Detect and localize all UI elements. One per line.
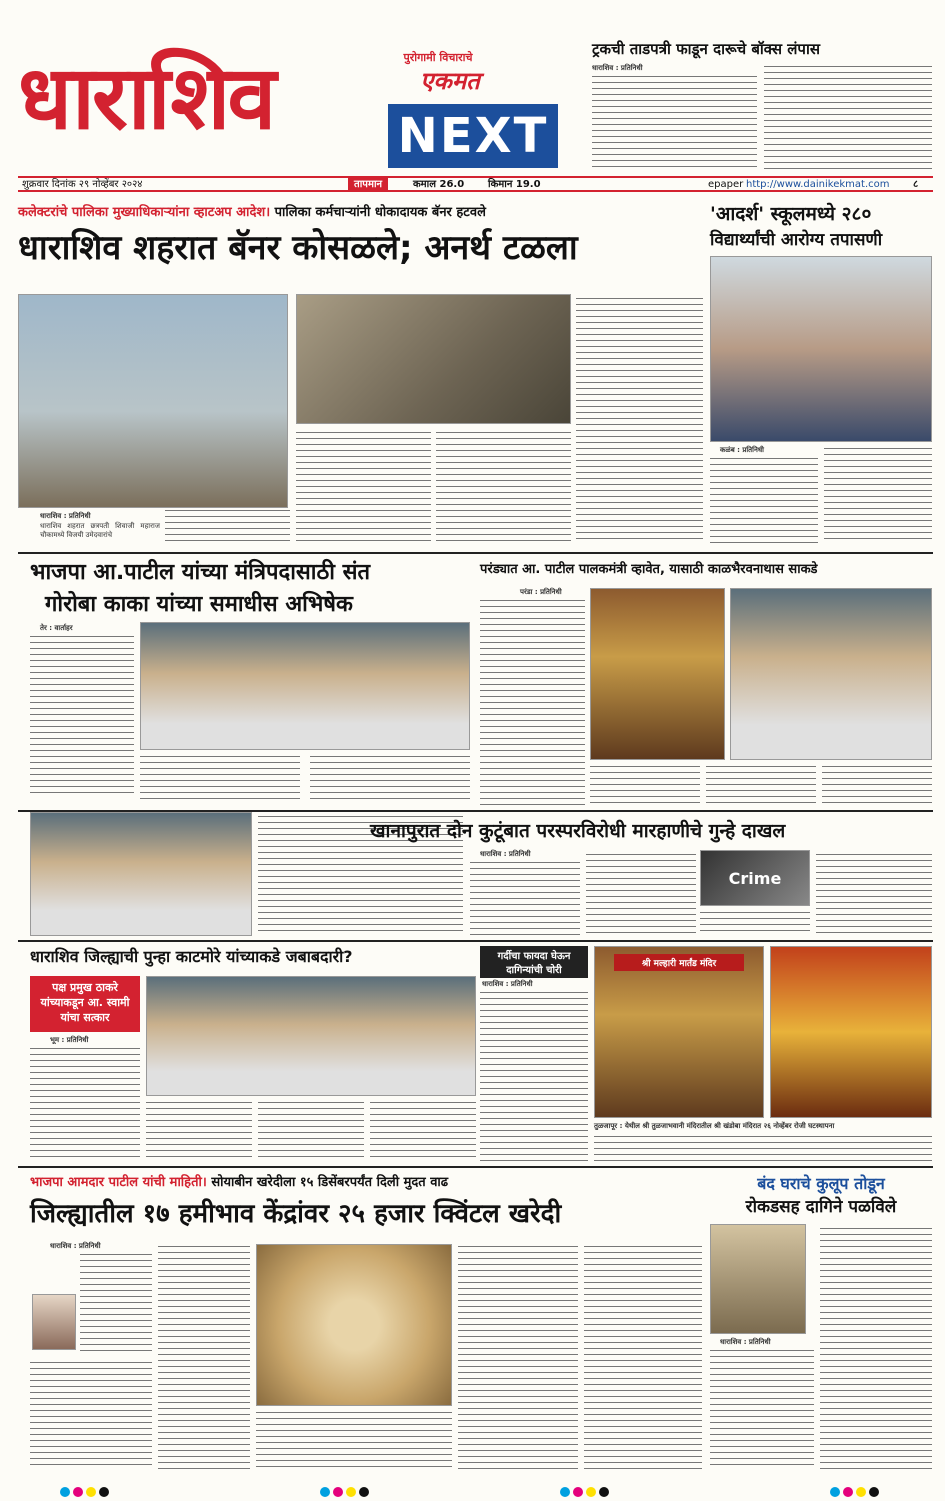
- bjp-abhishek-photo: [140, 622, 470, 750]
- soybean-column-1b: [30, 1360, 152, 1470]
- deity-decoration-photo: [770, 946, 932, 1118]
- bjp-byline: तेर : वार्ताहर: [40, 624, 73, 632]
- soybean-column-2: [158, 1244, 250, 1470]
- paranda-headline: परंड्यात आ. पाटील पालकमंत्री व्हावेत, यासाठी काळभैरवनाथास साकडे: [480, 562, 818, 577]
- max-temp: कमाल 26.0: [413, 179, 465, 190]
- khanapur-column-3: [700, 910, 810, 936]
- lead-kicker: [18, 202, 708, 220]
- tuljapur-caption-lines: [594, 1134, 932, 1162]
- katmore-headline: धाराशिव जिल्ह्याची पुन्हा काटमोरे यांच्याकडे जबाबदारी?: [30, 947, 353, 966]
- banner-collapse-photo-2: [296, 294, 571, 424]
- school-byline: कळंब : प्रतिनिधी: [720, 446, 764, 454]
- paranda-column-4: [822, 764, 932, 808]
- lead-column-3: [576, 296, 703, 544]
- bjp-headline-1: भाजपा आ.पाटील यांच्या मंत्रिपदासाठी संत: [30, 560, 371, 585]
- registration-marks-right: [830, 1482, 882, 1501]
- top-story-column-1: [592, 74, 757, 170]
- brand-logo: एकमत: [420, 67, 480, 95]
- paranda-column-3: [706, 764, 816, 808]
- min-temp: किमान 19.0: [488, 179, 541, 190]
- next-edition-logo: NEXT: [388, 104, 558, 168]
- issue-date: शुक्रवार दिनांक २९ नोव्हेंबर २०२४: [22, 179, 143, 190]
- school-headline-2: विद्यार्थ्यांची आरोग्य तपासणी: [710, 230, 883, 250]
- dateline-bar: [18, 176, 933, 192]
- masthead-title: धाराशिव: [18, 45, 274, 149]
- banner-collapse-photo-1: [18, 294, 288, 508]
- bjp-column-3: [310, 754, 470, 802]
- top-story-byline: धाराशिव : प्रतिनिधी: [592, 64, 643, 72]
- section-divider-4: [18, 1166, 933, 1168]
- mla-portrait: [32, 1294, 76, 1350]
- masthead-tagline: पुरोगामी विचाराचे: [403, 51, 473, 64]
- soybean-kicker-black: सोयाबीन खरेदीला १५ डिसेंबरपर्यंत दिली मुदत वाढ: [211, 1175, 449, 1190]
- khanapur-column-2: [586, 852, 696, 936]
- lead-kicker-red: कलेक्टरांचे पालिका मुख्याधिकाऱ्यांना व्हाटअप आदेश।: [18, 205, 271, 220]
- soybean-byline: धाराशिव : प्रतिनिधी: [50, 1242, 101, 1250]
- soybean-headline: जिल्ह्यातील १७ हमीभाव केंद्रांवर २५ हजार क्विंटल खरेदी: [30, 1199, 562, 1229]
- lead-caption-lines: [165, 508, 290, 544]
- felicitation-photo: [30, 812, 252, 936]
- theft-headline: गर्दीचा फायदा घेऊन दागिन्यांची चोरी: [480, 946, 588, 978]
- soybean-column-1a: [80, 1252, 152, 1356]
- paranda-column-2: [590, 764, 700, 808]
- lead-headline: धाराशिव शहरात बॅनर कोसळले; अनर्थ टळला: [18, 228, 578, 268]
- khandoba-temple-photo: [594, 946, 764, 1118]
- burglary-byline: धाराशिव : प्रतिनिधी: [720, 1338, 771, 1346]
- paranda-byline: परंडा : प्रतिनिधी: [520, 588, 562, 596]
- top-story-headline: ट्रकची ताडपत्री फाडून दारूचे बॉक्स लंपास: [592, 40, 820, 58]
- page-number: ८: [913, 179, 919, 190]
- temple-signboard: श्री मल्हारी मार्तंड मंदिर: [614, 954, 744, 971]
- burglary-headline-1: बंद घराचे कुलूप तोडून: [757, 1174, 885, 1193]
- soybean-column-5: [584, 1244, 702, 1470]
- burglary-headline-2: रोकडसह दागिने पळविले: [745, 1197, 897, 1217]
- katmore-column-3: [258, 1100, 364, 1162]
- weather-label: तापमान: [348, 178, 388, 191]
- katmore-byline: भूम : प्रतिनिधी: [50, 1036, 89, 1044]
- theft-byline: धाराशिव : प्रतिनिधी: [482, 980, 533, 988]
- section-divider-3: [18, 940, 933, 942]
- lead-kicker-black: पालिका कर्मचाऱ्यांनी धोकादायक बॅनर हटवले: [274, 205, 486, 220]
- school-column-2: [824, 446, 932, 544]
- katmore-column-1: [30, 1046, 140, 1162]
- school-column-1: [710, 456, 818, 544]
- registration-marks-center-2: [560, 1482, 612, 1501]
- katmore-column-2: [146, 1100, 252, 1162]
- registration-marks-center: [320, 1482, 372, 1501]
- section-divider: [18, 552, 933, 554]
- khanapur-headline: खानापुरात दोन कुटूंबात परस्परविरोधी मारहाणीचे गुन्हे दाखल: [370, 820, 786, 842]
- lead-photo-caption: धाराशिव शहरात छत्रपती शिवाजी महाराज चौकामध्ये विजयी उमेदवारांचे: [40, 522, 160, 539]
- soybean-kicker-red: भाजपा आमदार पाटील यांची माहिती।: [30, 1175, 207, 1190]
- lead-column-1: [296, 430, 431, 544]
- burglary-column-1: [710, 1348, 814, 1470]
- school-headline-1: 'आदर्श' स्कूलमध्ये २८०: [710, 203, 872, 225]
- thackeray-felicitation-photo: [146, 976, 476, 1096]
- locked-house-photo: [710, 1224, 806, 1334]
- crime-photo: Crime: [700, 850, 810, 906]
- lead-byline: धाराशिव : प्रतिनिधी: [40, 512, 91, 520]
- tuljapur-caption: तुळजापूर : येथील श्री तुळजाभवानी मंदिरातील श्री खंडोबा मंदिरात २६ नोव्हेंबर रोजी घटस्थापना: [594, 1122, 835, 1130]
- epaper-label: epaper: [708, 179, 744, 190]
- bjp-column-1: [30, 634, 134, 798]
- felicitation-sidebar-head: पक्ष प्रमुख ठाकरे यांच्याकडून आ. स्वामी यांचा सत्कार: [30, 976, 140, 1032]
- katmore-column-4: [370, 1100, 476, 1162]
- soybean-kicker: [30, 1172, 702, 1190]
- top-story-column-2: [764, 64, 932, 170]
- bjp-column-2: [140, 754, 300, 802]
- lead-column-2: [436, 430, 571, 544]
- khanapur-column-4: [816, 852, 932, 936]
- paranda-column-1: [480, 598, 585, 808]
- soybean-grain-photo: [256, 1244, 452, 1406]
- school-health-checkup-photo: [710, 256, 932, 442]
- theft-column: [480, 990, 588, 1162]
- soybean-column-4: [458, 1244, 578, 1470]
- khanapur-column-1: [470, 860, 580, 936]
- burglary-column-2: [820, 1226, 932, 1470]
- website-link[interactable]: http://www.dainikekmat.com: [746, 179, 890, 190]
- registration-marks-left: [60, 1482, 112, 1501]
- paranda-group-photo: [730, 588, 932, 760]
- bjp-headline-2: गोरोबा काका यांच्या समाधीस अभिषेक: [45, 592, 353, 617]
- paranda-temple-photo: [590, 588, 725, 760]
- khanapur-byline: धाराशिव : प्रतिनिधी: [480, 850, 531, 858]
- soybean-column-3: [256, 1410, 452, 1470]
